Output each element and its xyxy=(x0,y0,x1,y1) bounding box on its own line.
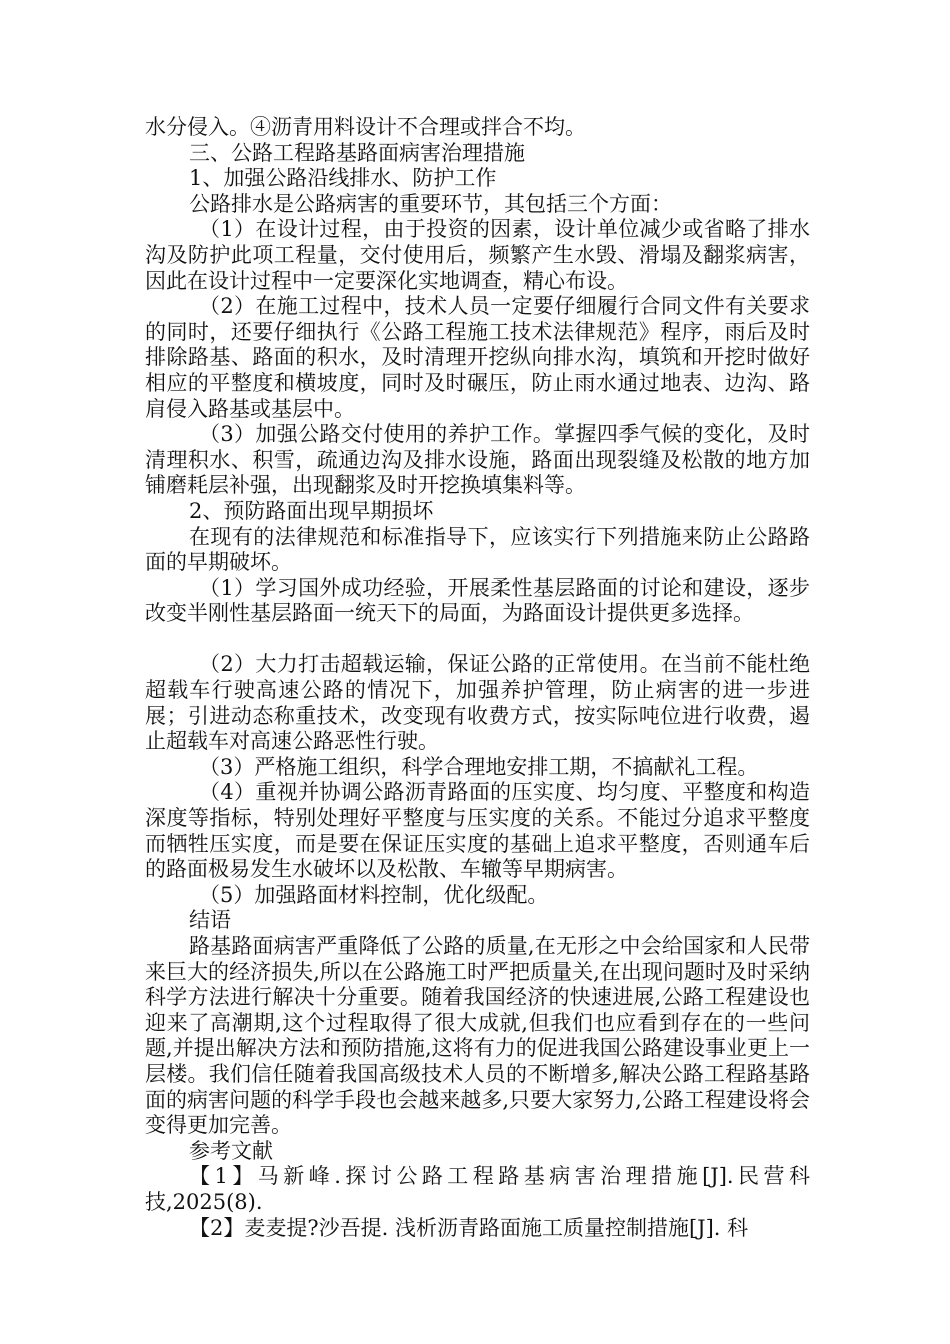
paragraph: 在现有的法律规范和标准指导下，应该实行下列措施来防止公路路面的早期破坏。 xyxy=(145,524,810,575)
list-item: （2）在施工过程中，技术人员一定要仔细履行合同文件有关要求的同时，还要仔细执行《公路工程施工技术法律规范》程序，雨后及时排除路基、路面的积水，及时清理开挖纵向排水沟，填筑和开挖时做好相应的平整度和横坡度，同时及时碾压，防止雨水通过地表、边沟、路肩侵入路基或基层中。 xyxy=(145,294,810,421)
section-heading: 结语 xyxy=(189,908,231,933)
paragraph: 公路排水是公路病害的重要环节，其包括三个方面： xyxy=(189,191,672,216)
subsection-heading: 1、加强公路沿线排水、防护工作 xyxy=(189,166,497,191)
reference-item: 【2】麦麦提?沙吾提. 浅析沥青路面施工质量控制措施[J]. 科 xyxy=(189,1215,749,1240)
list-item: （1）学习国外成功经验，开展柔性基层路面的讨论和建设，逐步改变半刚性基层路面一统天下的局面，为路面设计提供更多选择。 xyxy=(145,575,810,626)
blank-line xyxy=(145,627,810,653)
reference-item: 【1】马新峰.探讨公路工程路基病害治理措施[J].民营科技,2025(8). xyxy=(145,1164,810,1214)
paragraph: 路基路面病害严重降低了公路的质量,在无形之中会给国家和人民带来巨大的经济损失,所以在公路施工时严把质量关,在出现问题时及时采纳科学方法进行解决十分重要。随着我国经济的快速进展,公路工程建设也迎来了高潮期,这个过程取得了很大成就,但我们也应看到存在的一些问题,并提出解决方法和预防措施,这将有力的促进我国公路建设事业更上一层楼。我们信任随着我国高级技术人员的不断增多,解决公路工程路基路面的病害问题的科学手段也会越来越多,只要大家努力,公路工程建设将会变得更加完善。 xyxy=(145,934,810,1138)
document-body xyxy=(145,115,810,1241)
paragraph-continuation: 水分侵入。④沥青用料设计不合理或拌合不均。 xyxy=(145,115,586,139)
list-item: （4）重视并协调公路沥青路面的压实度、均匀度、平整度和构造深度等指标，特别处理好平整度与压实度的关系。不能过分追求平整度而牺牲压实度，而是要在保证压实度的基础上追求平整度，否则通车后的路面极易发生水破坏以及松散、车辙等早期病害。 xyxy=(145,780,810,882)
list-item: （1）在设计过程，由于投资的因素，设计单位减少或省略了排水沟及防护此项工程量，交付使用后，频繁产生水毁、滑塌及翻浆病害，因此在设计过程中一定要深化实地调查，精心布设。 xyxy=(145,217,810,293)
list-item: （5）加强路面材料控制，优化级配。 xyxy=(199,882,549,907)
list-item: （3）严格施工组织，科学合理地安排工期，不搞献礼工程。 xyxy=(199,754,759,779)
list-item: （2）大力打击超载运输，保证公路的正常使用。在当前不能杜绝超载车行驶高速公路的情况下，加强养护管理，防止病害的进一步进展；引进动态称重技术，改变现有收费方式，按实际吨位进行收费，遏止超载车对高速公路恶性行驶。 xyxy=(145,652,810,754)
section-heading: 参考文献 xyxy=(189,1138,273,1163)
subsection-heading: 2、预防路面出现早期损坏 xyxy=(189,498,434,523)
section-heading: 三、公路工程路基路面病害治理措施 xyxy=(189,140,525,165)
list-item: （3）加强公路交付使用的养护工作。掌握四季气候的变化，及时清理积水、积雪，疏通边沟及排水设施，路面出现裂缝及松散的地方加铺磨耗层补强，出现翻浆及时开挖换填集料等。 xyxy=(145,422,810,498)
